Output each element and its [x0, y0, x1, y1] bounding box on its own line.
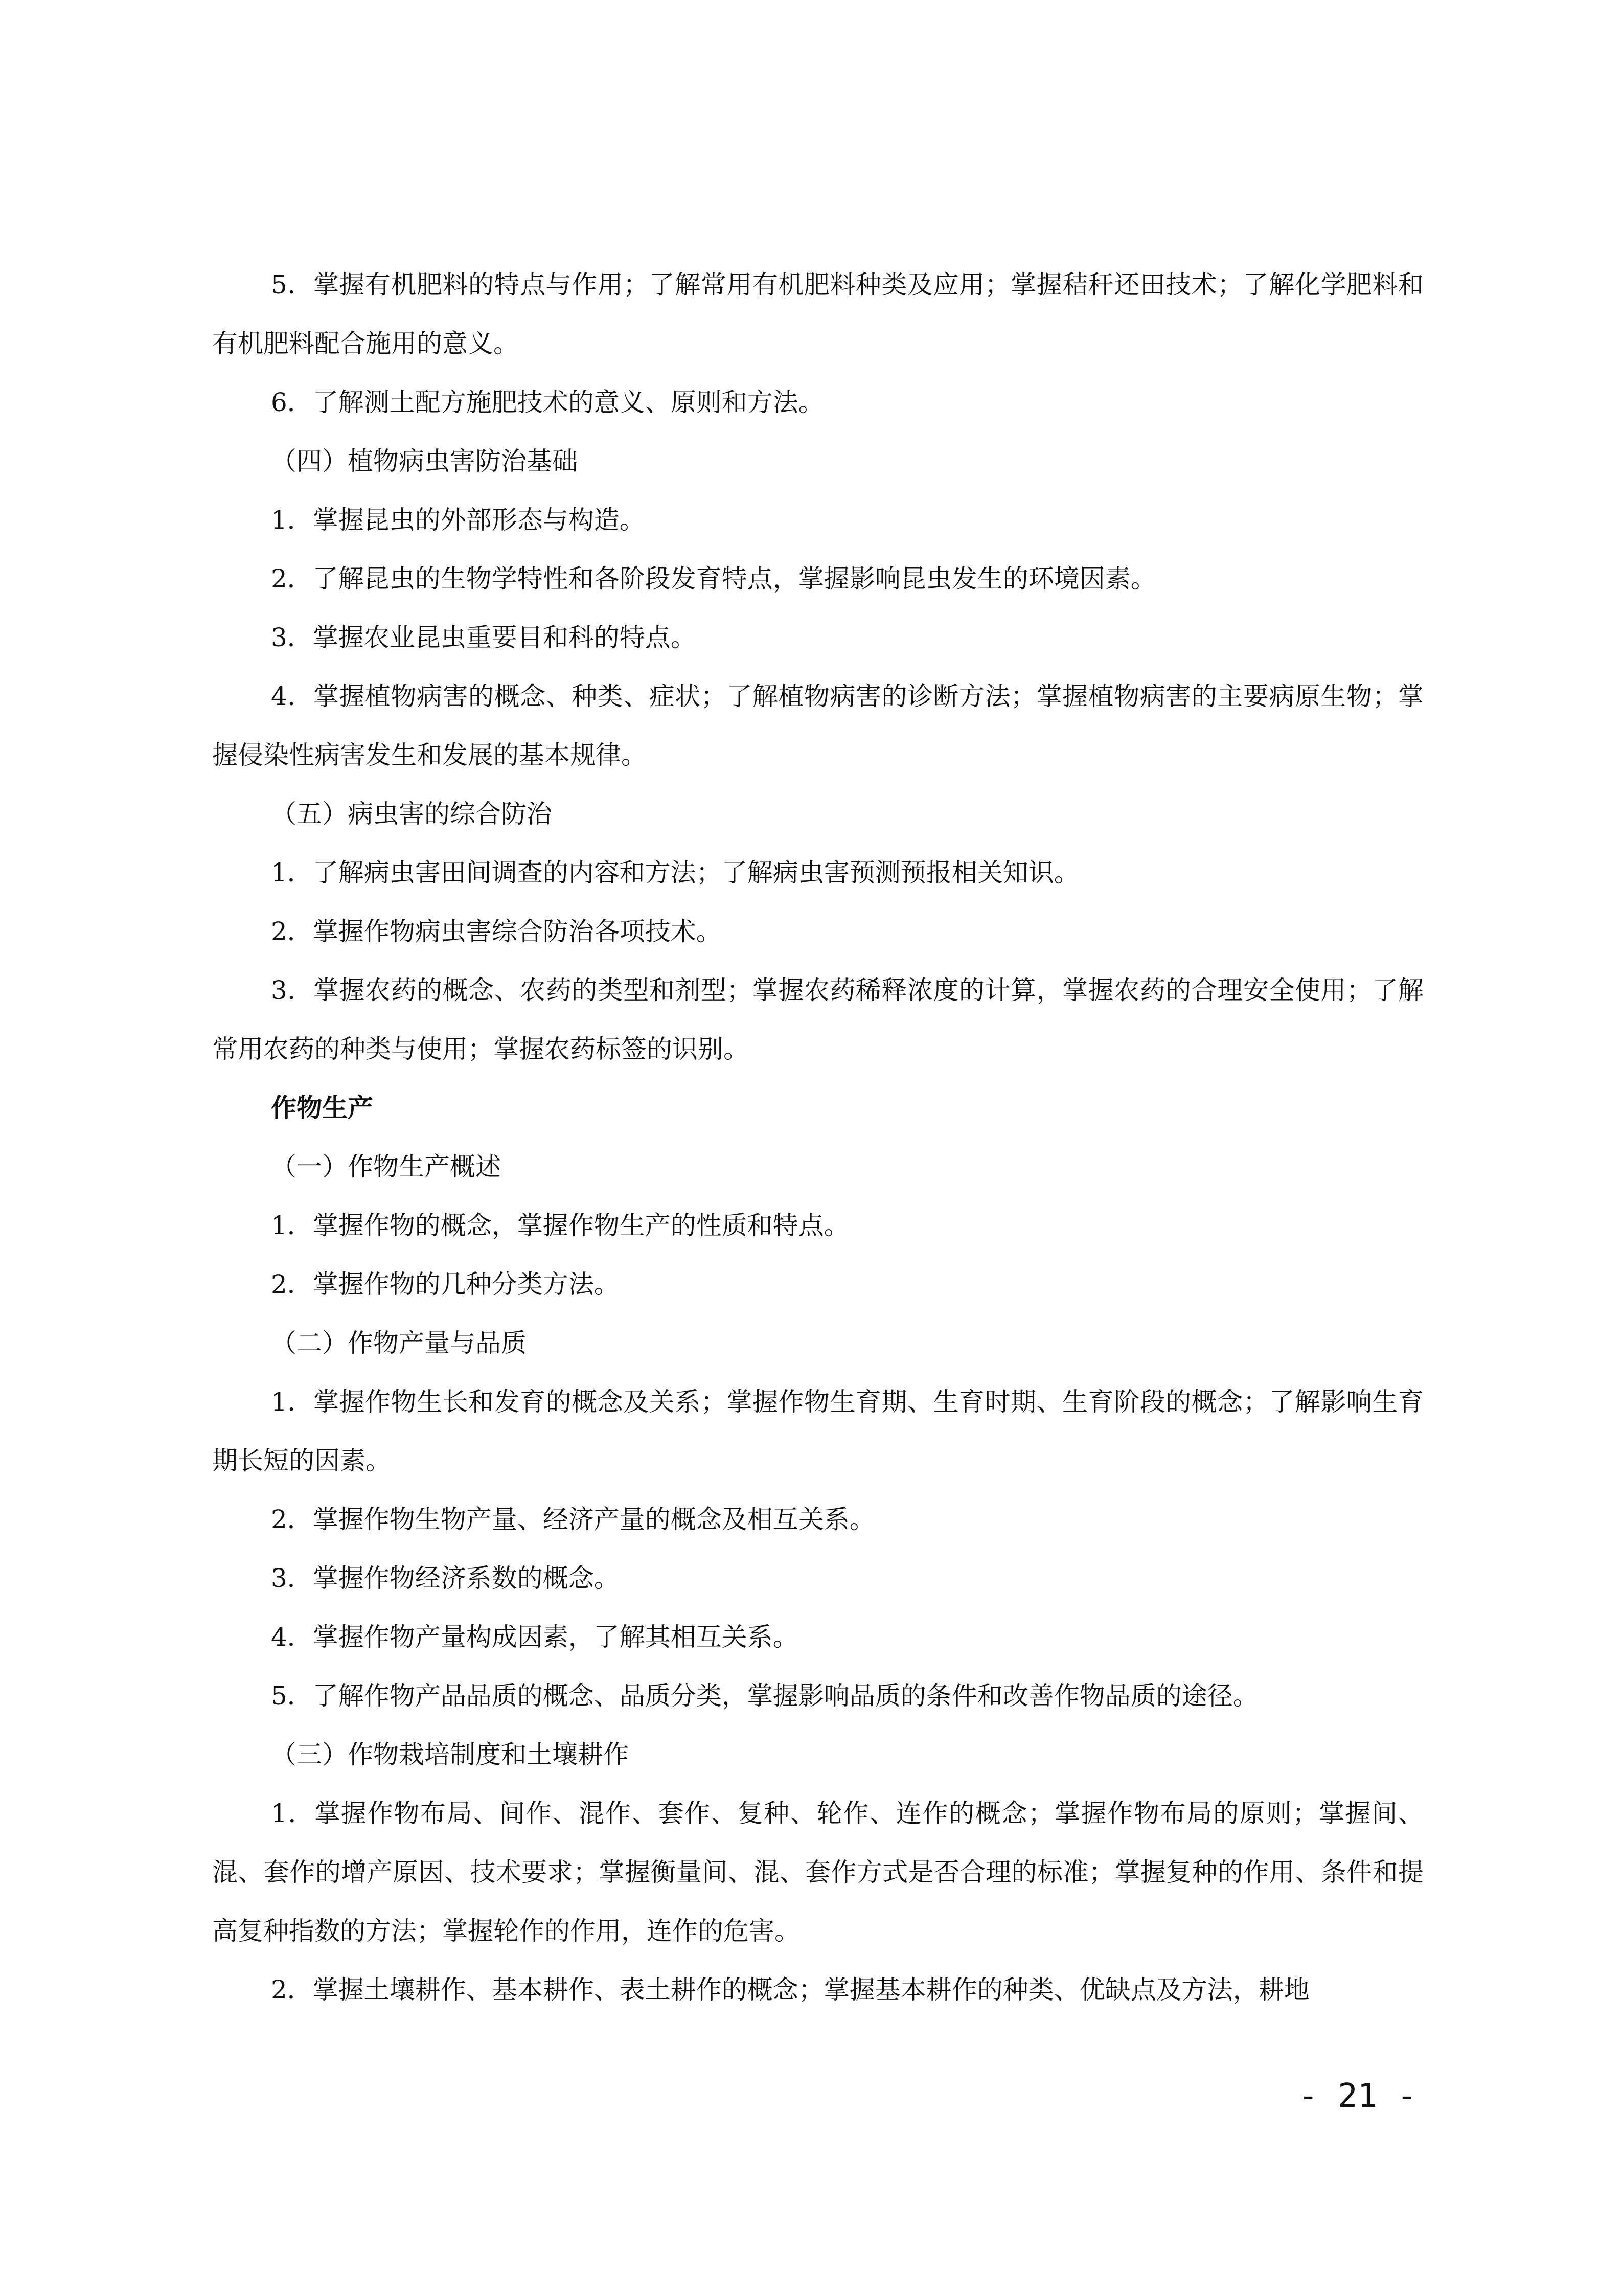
section-heading: （一）作物生产概述: [271, 1152, 501, 1181]
page-number: - 21 -: [1298, 2077, 1417, 2115]
paragraph: 3．掌握农业昆虫重要目和科的特点。: [271, 623, 696, 652]
paragraph: 2．掌握土壤耕作、基本耕作、表土耕作的概念；掌握基本耕作的种类、优缺点及方法，耕地: [271, 1975, 1310, 2005]
paragraph: 3．掌握作物经济系数的概念。: [271, 1563, 620, 1593]
paragraph: 2．掌握作物病虫害综合防治各项技术。: [271, 917, 722, 946]
paragraph: 1．掌握作物的概念，掌握作物生产的性质和特点。: [271, 1211, 850, 1240]
paragraph: 1．掌握作物生长和发育的概念及关系；掌握作物生育期、生育时期、生育阶段的概念；了解影响生育期长短的因素。: [212, 1387, 1424, 1475]
paragraph: 6．了解测土配方施肥技术的意义、原则和方法。: [271, 388, 824, 417]
section-heading: （四）植物病虫害防治基础: [271, 446, 578, 476]
paragraph: 4．掌握植物病害的概念、种类、症状；了解植物病害的诊断方法；掌握植物病害的主要病原生物；掌握侵染性病害发生和发展的基本规律。: [212, 681, 1424, 770]
paragraph: 2．了解昆虫的生物学特性和各阶段发育特点，掌握影响昆虫发生的环境因素。: [271, 564, 1156, 594]
paragraph: 3．掌握农药的概念、农药的类型和剂型；掌握农药稀释浓度的计算，掌握农药的合理安全使用；了解常用农药的种类与使用；掌握农药标签的识别。: [212, 975, 1424, 1064]
chapter-heading: 作物生产: [271, 1093, 373, 1123]
document-body: [212, 256, 1424, 2019]
paragraph: 4．掌握作物产量构成因素，了解其相互关系。: [271, 1622, 798, 1652]
paragraph: 1．掌握昆虫的外部形态与构造。: [271, 505, 645, 535]
section-heading: （二）作物产量与品质: [271, 1328, 527, 1358]
section-heading: （五）病虫害的综合防治: [271, 799, 552, 829]
paragraph: 2．掌握作物生物产量、经济产量的概念及相互关系。: [271, 1505, 875, 1534]
paragraph: 5．了解作物产品品质的概念、品质分类，掌握影响品质的条件和改善作物品质的途径。: [271, 1681, 1259, 1711]
paragraph: 5．掌握有机肥料的特点与作用；了解常用有机肥料种类及应用；掌握秸秆还田技术；了解化学肥料和有机肥料配合施用的意义。: [212, 270, 1424, 358]
section-heading: （三）作物栽培制度和土壤耕作: [271, 1740, 629, 1769]
paragraph: 2．掌握作物的几种分类方法。: [271, 1269, 620, 1299]
paragraph: 1．掌握作物布局、间作、混作、套作、复种、轮作、连作的概念；掌握作物布局的原则；掌握间、混、套作的增产原因、技术要求；掌握衡量间、混、套作方式是否合理的标准；掌握复种的作用、条件和提高复种指数的方法；掌握轮作的作用，连作的危害。: [212, 1799, 1424, 1946]
paragraph: 1．了解病虫害田间调查的内容和方法；了解病虫害预测预报相关知识。: [271, 858, 1080, 888]
